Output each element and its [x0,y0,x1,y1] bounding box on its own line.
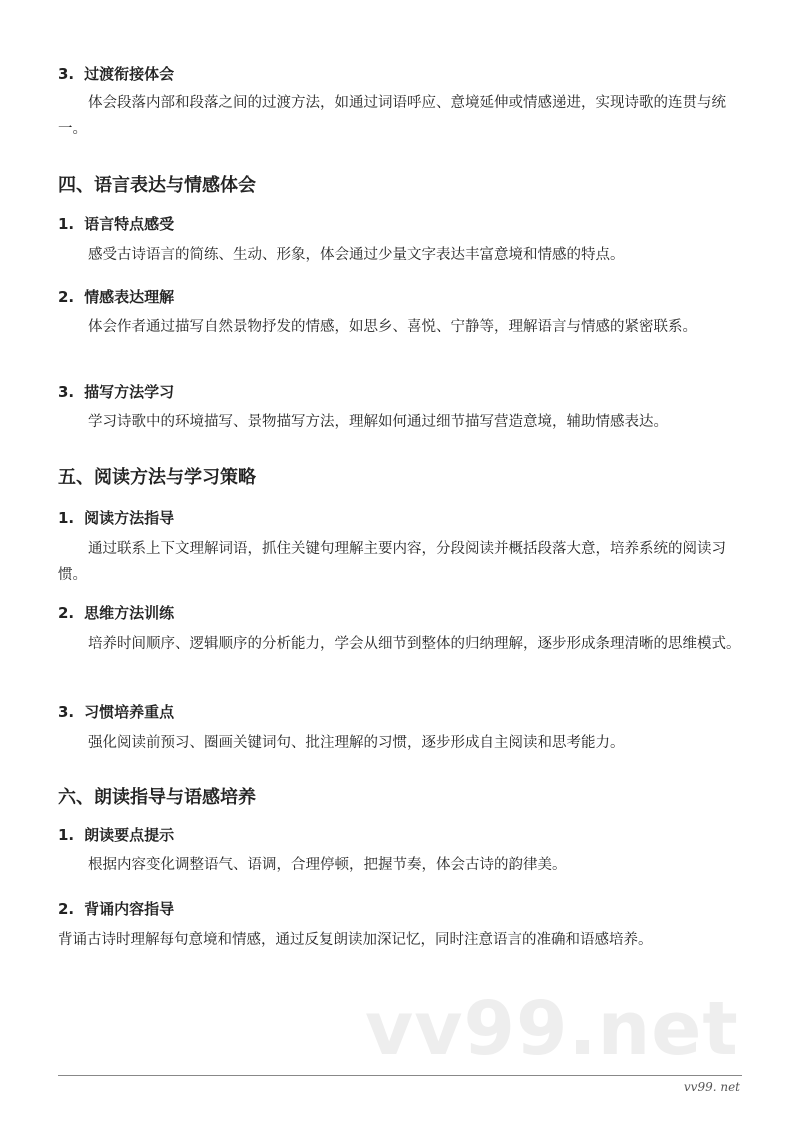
paragraph: 强化阅读前预习、圈画关键词句、批注理解的习惯，逐步形成自主阅读和思考能力。 [88,735,625,751]
subheading: 3. 过渡衔接体会 [58,65,175,83]
subheading: 1. 语言特点感受 [58,215,175,233]
paragraph: 学习诗歌中的环境描写、景物描写方法，理解如何通过细节描写营造意境，辅助情感表达。 [88,414,668,430]
paragraph: 感受古诗语言的简练、生动、形象，体会通过少量文字表达丰富意境和情感的特点。 [88,247,625,263]
section-heading: 六、朗读指导与语感培养 [58,787,256,808]
footer-divider [58,1075,742,1076]
subheading: 2. 思维方法训练 [58,604,175,622]
subheading: 1. 阅读方法指导 [58,509,175,527]
subheading: 2. 情感表达理解 [58,288,175,306]
paragraph: 背诵古诗时理解每句意境和情感，通过反复朗读加深记忆，同时注意语言的准确和语感培养。 [58,932,653,948]
watermark: vv99.net [365,986,739,1072]
section-heading: 五、阅读方法与学习策略 [58,467,256,488]
paragraph: 体会段落内部和段落之间的过渡方法，如通过词语呼应、意境延伸或情感递进，实现诗歌的连贯与统一。 [58,95,726,137]
subheading: 3. 描写方法学习 [58,383,175,401]
paragraph: 体会作者通过描写自然景物抒发的情感，如思乡、喜悦、宁静等，理解语言与情感的紧密联系。 [88,319,697,335]
subheading: 2. 背诵内容指导 [58,900,175,918]
paragraph: 根据内容变化调整语气、语调，合理停顿，把握节奏，体会古诗的韵律美。 [88,857,567,873]
subheading: 1. 朗读要点提示 [58,826,175,844]
section-heading: 四、语言表达与情感体会 [58,175,256,196]
paragraph: 培养时间顺序、逻辑顺序的分析能力，学会从细节到整体的归纳理解，逐步形成条理清晰的思维模式。 [88,636,741,652]
paragraph: 通过联系上下文理解词语，抓住关键句理解主要内容，分段阅读并概括段落大意，培养系统的阅读习惯。 [58,541,726,583]
footer-url: vv99. net [683,1080,740,1094]
subheading: 3. 习惯培养重点 [58,703,175,721]
